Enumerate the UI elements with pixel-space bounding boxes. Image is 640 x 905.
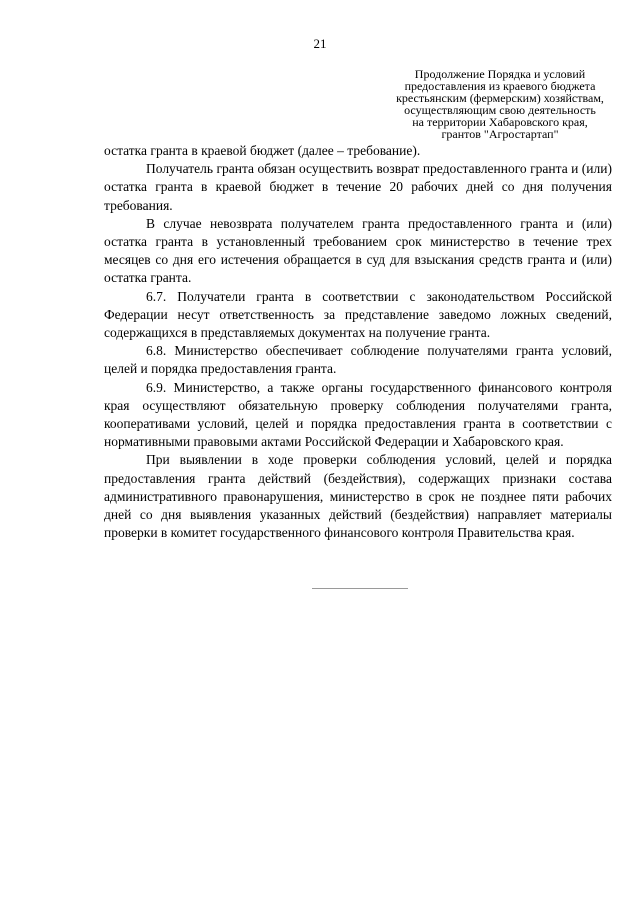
header-line: предоставления из краевого бюджета [404, 79, 596, 93]
page-number: 21 [313, 36, 327, 51]
paragraph-return-obligation: Получатель гранта обязан осуществить возврат предоставленного гранта и (или) остатка гранта в краевой бюджет в течение 20 рабочих дней со дня получения требования. [104, 161, 612, 213]
header-line: на территории Хабаровского края, [412, 115, 588, 129]
document-body [104, 142, 612, 542]
paragraph-6-8: 6.8. Министерство обеспечивает соблюдение получателями гранта условий, целей и порядка предоставления гранта. [104, 343, 612, 377]
continuation-header [382, 68, 618, 140]
paragraph-violations: При выявлении в ходе проверки соблюдения условий, целей и порядка предоставления гранта действий (бездействия), содержащих признаки состава административного правонарушения, министерство в срок не позднее пяти рабочих дней со дня выявления указанных действий (бездействия) направляет материалы проверки в комитет государственного финансового контроля Правительства края. [104, 452, 612, 541]
paragraph-6-7: 6.7. Получатели гранта в соответствии с законодательством Российской Федерации несут ответственность за представление заведомо ложных сведений, содержащихся в представляемых документах на получение гранта. [104, 288, 612, 341]
header-line: крестьянским (фермерским) хозяйствам, [396, 91, 604, 105]
header-line: грантов "Агростартап" [441, 127, 559, 141]
paragraph-continuation: остатка гранта в краевой бюджет (далее – требование). [104, 143, 421, 158]
paragraph-non-return: В случае невозврата получателем гранта предоставленного гранта и (или) остатка гранта в установленный требованием срок министерство в течение трех месяцев со дня его истечения обращается в суд для взыскания средств гранта и (или) остатка гранта. [104, 215, 612, 286]
paragraph-6-9: 6.9. Министерство, а также органы государственного финансового контроля края осуществляют обязательную проверку соблюдения получателями гранта, кооперативами условий, целей и порядка предоставления гранта в соответствии с нормативными правовыми актами Российской Федерации и Хабаровского края. [104, 379, 612, 450]
end-of-document-rule [312, 588, 408, 589]
header-line: осуществляющим свою деятельность [404, 103, 596, 117]
header-line: Продолжение Порядка и условий [414, 67, 586, 81]
